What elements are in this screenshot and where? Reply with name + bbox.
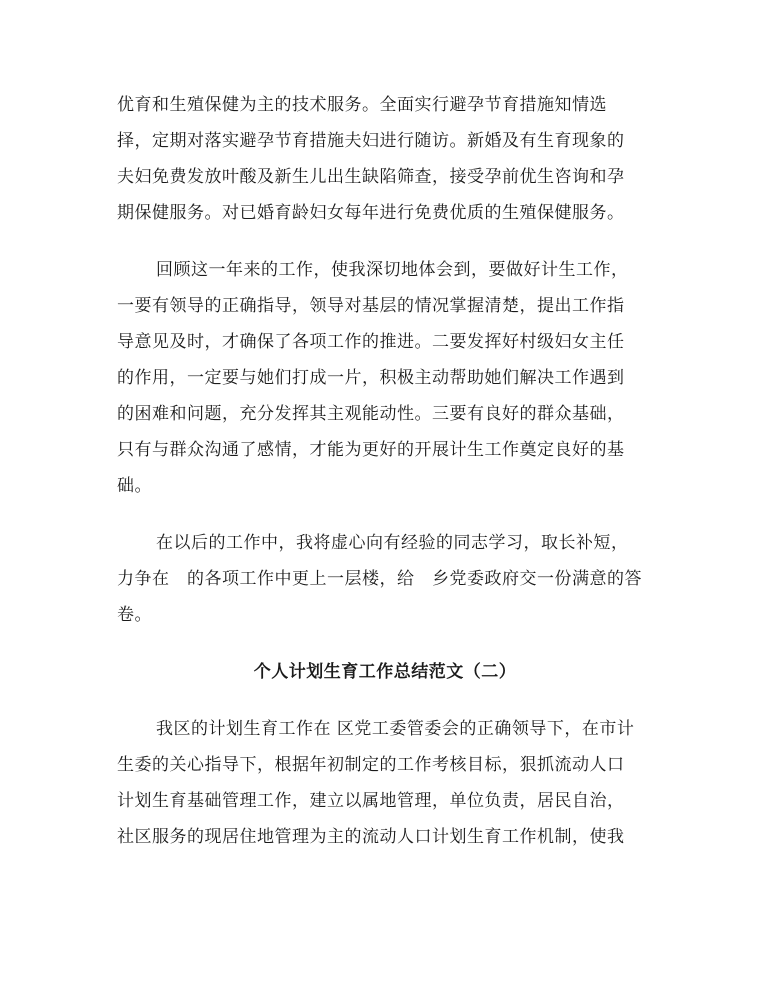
paragraph-3-line-1: 在以后的工作中，我将虚心向有经验的同志学习，取长补短， bbox=[156, 533, 629, 553]
paragraph-2-line-4: 的作用，一定要与她们打成一片，积极主动帮助她们解决工作遇到 bbox=[117, 368, 625, 388]
section-title: 个人计划生育工作总结范文（二） bbox=[253, 662, 517, 682]
paragraph-4-line-3: 计划生育基础管理工作，建立以属地管理，单位负责，居民自治， bbox=[117, 791, 625, 811]
paragraph-1-line-4: 期保健服务。对已婚育龄妇女每年进行免费优质的生殖保健服务。 bbox=[117, 203, 625, 223]
paragraph-1-line-3: 夫妇免费发放叶酸及新生儿出生缺陷筛查，接受孕前优生咨询和孕 bbox=[117, 167, 625, 187]
paragraph-2-line-5: 的困难和问题，充分发挥其主观能动性。三要有良好的群众基础， bbox=[117, 404, 625, 424]
paragraph-3-line-2: 力争在 的各项工作中更上一层楼，给 乡党委政府交一份满意的答 bbox=[117, 569, 642, 589]
paragraph-2-line-1: 回顾这一年来的工作，使我深切地体会到，要做好计生工作， bbox=[156, 260, 629, 280]
paragraph-1-line-2: 择，定期对落实避孕节育措施夫妇进行随访。新婚及有生育现象的 bbox=[117, 131, 625, 151]
paragraph-2-line-6: 只有与群众沟通了感情，才能为更好的开展计生工作奠定良好的基 bbox=[117, 440, 625, 460]
paragraph-3-line-3: 卷。 bbox=[117, 605, 152, 625]
paragraph-2-line-3: 导意见及时，才确保了各项工作的推进。二要发挥好村级妇女主任 bbox=[117, 332, 625, 352]
paragraph-2-line-2: 一要有领导的正确指导，领导对基层的情况掌握清楚，提出工作指 bbox=[117, 296, 625, 316]
paragraph-2-line-7: 础。 bbox=[117, 476, 152, 496]
paragraph-1-line-1: 优育和生殖保健为主的技术服务。全面实行避孕节育措施知情选 bbox=[117, 95, 607, 115]
paragraph-4-line-2: 生委的关心指导下，根据年初制定的工作考核目标，狠抓流动人口 bbox=[117, 755, 625, 775]
paragraph-4-line-4: 社区服务的现居住地管理为主的流动人口计划生育工作机制，使我 bbox=[117, 827, 625, 847]
paragraph-4-line-1: 我区的计划生育工作在 区党工委管委会的正确领导下，在市计 bbox=[156, 719, 635, 739]
